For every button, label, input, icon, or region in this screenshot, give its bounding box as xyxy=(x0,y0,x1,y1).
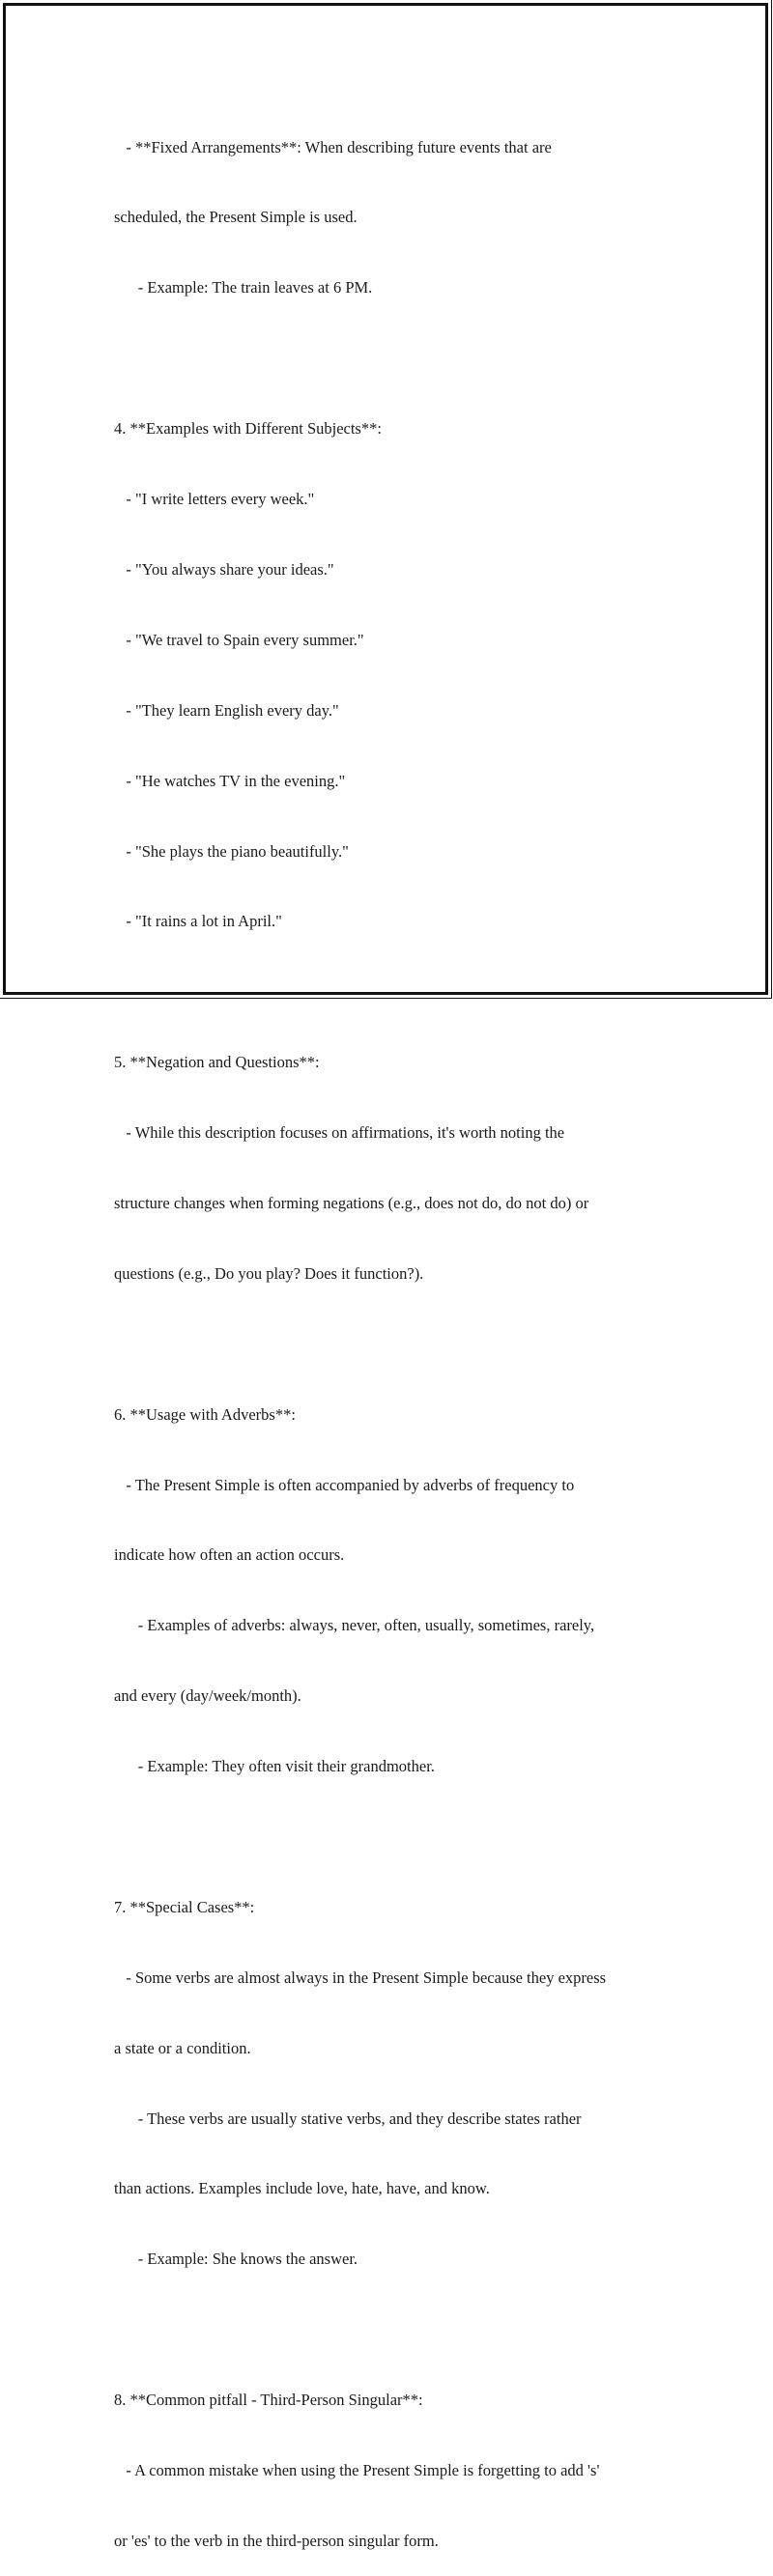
text-line: - A common mistake when using the Present Simple is forgetting to add 's' xyxy=(114,2460,600,2479)
text-line: and every (day/week/month). xyxy=(114,1686,301,1706)
text-line: - **Fixed Arrangements**: When describing future events that are xyxy=(114,137,552,156)
text-line: - "I write letters every week." xyxy=(114,490,315,509)
text-line: - "It rains a lot in April." xyxy=(114,912,282,931)
section-heading: 5. **Negation and Questions**: xyxy=(114,1053,320,1072)
text-line: - While this description focuses on affirmations, it's worth noting the xyxy=(114,1123,565,1143)
text-line: - Example: They often visit their grandmother. xyxy=(114,1757,435,1776)
text-line: - Some verbs are almost always in the Present Simple because they express xyxy=(114,1967,607,1987)
text-line: indicate how often an action occurs. xyxy=(114,1545,345,1565)
text-line: - "She plays the piano beautifully." xyxy=(114,841,349,861)
text-line: - Example: The train leaves at 6 PM. xyxy=(114,278,373,297)
text-line: a state or a condition. xyxy=(114,2038,251,2057)
blank-line xyxy=(114,1826,670,1849)
section-heading: 8. **Common pitfall - Third-Person Singular**: xyxy=(114,2391,423,2410)
section-heading: 4. **Examples with Different Subjects**: xyxy=(114,419,382,439)
document-body xyxy=(114,89,670,2576)
text-line: scheduled, the Present Simple is used. xyxy=(114,208,358,227)
text-line: than actions. Examples include love, hate, have, and know. xyxy=(114,2179,490,2198)
text-line: - "They learn English every day." xyxy=(114,700,339,720)
text-line: questions (e.g., Do you play? Does it function?). xyxy=(114,1263,424,1283)
section-heading: 6. **Usage with Adverbs**: xyxy=(114,1404,296,1424)
blank-line xyxy=(114,980,670,1004)
blank-line xyxy=(114,347,670,370)
text-line: - "We travel to Spain every summer." xyxy=(114,630,364,649)
blank-line xyxy=(114,2318,670,2341)
text-line: structure changes when forming negations (e.g., does not do, do not do) or xyxy=(114,1193,589,1212)
text-line: - Example: She knows the answer. xyxy=(114,2250,358,2269)
text-line: - The Present Simple is often accompanied by adverbs of frequency to xyxy=(114,1475,575,1494)
text-line: - "He watches TV in the evening." xyxy=(114,771,346,790)
text-line: or 'es' to the verb in the third-person singular form. xyxy=(114,2531,439,2550)
blank-line xyxy=(114,1333,670,1356)
section-heading: 7. **Special Cases**: xyxy=(114,1897,255,1916)
text-line: - Examples of adverbs: always, never, often, usually, sometimes, rarely, xyxy=(114,1616,595,1635)
text-line: - These verbs are usually stative verbs, and they describe states rather xyxy=(114,2109,582,2128)
text-line: - "You always share your ideas." xyxy=(114,559,334,579)
